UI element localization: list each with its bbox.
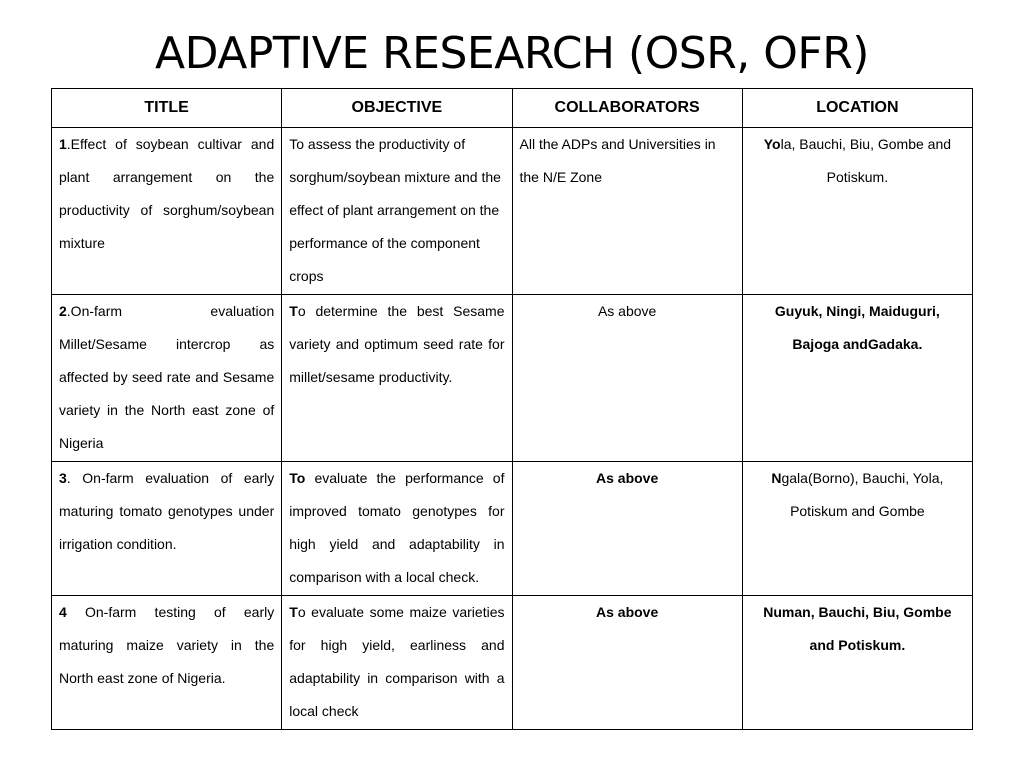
location-text: la, Bauchi, Biu, Gombe and Potiskum. — [780, 136, 952, 185]
objective-lead: T — [289, 604, 298, 620]
location-cell — [742, 596, 972, 730]
header-location: LOCATION — [742, 89, 972, 128]
title-number: 2 — [59, 303, 67, 319]
table-row — [52, 128, 973, 295]
location-text: Guyuk, Ningi, Maiduguri, Bajoga andGadaka. — [774, 303, 940, 352]
location-text: Numan, Bauchi, Biu, Gombe and Potiskum. — [763, 604, 952, 653]
location-lead: N — [771, 470, 782, 486]
objective-cell — [282, 295, 512, 462]
title-cell — [52, 128, 282, 295]
objective-text: evaluate the performance of improved tomato genotypes for high yield and adaptability in comparison with a local check. — [289, 470, 505, 585]
objective-cell — [282, 596, 512, 730]
title-text: On-farm testing of early maturing maize variety in the North east zone of Nigeria. — [59, 604, 275, 686]
location-text: gala(Borno), Bauchi, Yola, Potiskum and Gombe — [781, 470, 944, 519]
location-cell — [742, 462, 972, 596]
title-cell — [52, 462, 282, 596]
objective-lead: T — [289, 303, 298, 319]
objective-text: To assess the productivity of sorghum/soybean mixture and the effect of plant arrangement on the performance of the component crops — [289, 136, 501, 284]
table-row — [52, 462, 973, 596]
title-number: 3 — [59, 470, 67, 486]
objective-text: o determine the best Sesame variety and optimum seed rate for millet/sesame productivity. — [289, 303, 505, 385]
header-title: TITLE — [52, 89, 282, 128]
location-lead: Yo — [763, 136, 781, 152]
collaborators-cell: As above — [512, 596, 742, 730]
collaborators-cell: As above — [512, 295, 742, 462]
title-number: 1 — [59, 136, 67, 152]
title-text: .On-farm evaluation Millet/Sesame intercrop as affected by seed rate and Sesame variety in the North east zone of Nigeria — [59, 303, 275, 451]
collaborators-cell: All the ADPs and Universities in the N/E Zone — [512, 128, 742, 295]
location-cell — [742, 128, 972, 295]
table-row — [52, 295, 973, 462]
table-row — [52, 596, 973, 730]
objective-cell — [282, 128, 512, 295]
objective-lead: To — [289, 470, 306, 486]
title-text: . On-farm evaluation of early maturing tomato genotypes under irrigation condition. — [59, 470, 275, 552]
title-number: 4 — [59, 604, 67, 620]
title-cell — [52, 295, 282, 462]
slide-title: ADAPTIVE RESEARCH (OSR, OFR) — [155, 28, 869, 79]
table-header-row — [52, 89, 973, 128]
research-table — [51, 88, 973, 730]
location-cell — [742, 295, 972, 462]
objective-cell — [282, 462, 512, 596]
header-objective: OBJECTIVE — [282, 89, 512, 128]
title-text: .Effect of soybean cultivar and plant arrangement on the productivity of sorghum/soybean mixture — [59, 136, 275, 251]
header-collaborators: COLLABORATORS — [512, 89, 742, 128]
collaborators-cell: As above — [512, 462, 742, 596]
title-cell — [52, 596, 282, 730]
objective-text: o evaluate some maize varieties for high yield, earliness and adaptability in comparison with a local check — [289, 604, 505, 719]
